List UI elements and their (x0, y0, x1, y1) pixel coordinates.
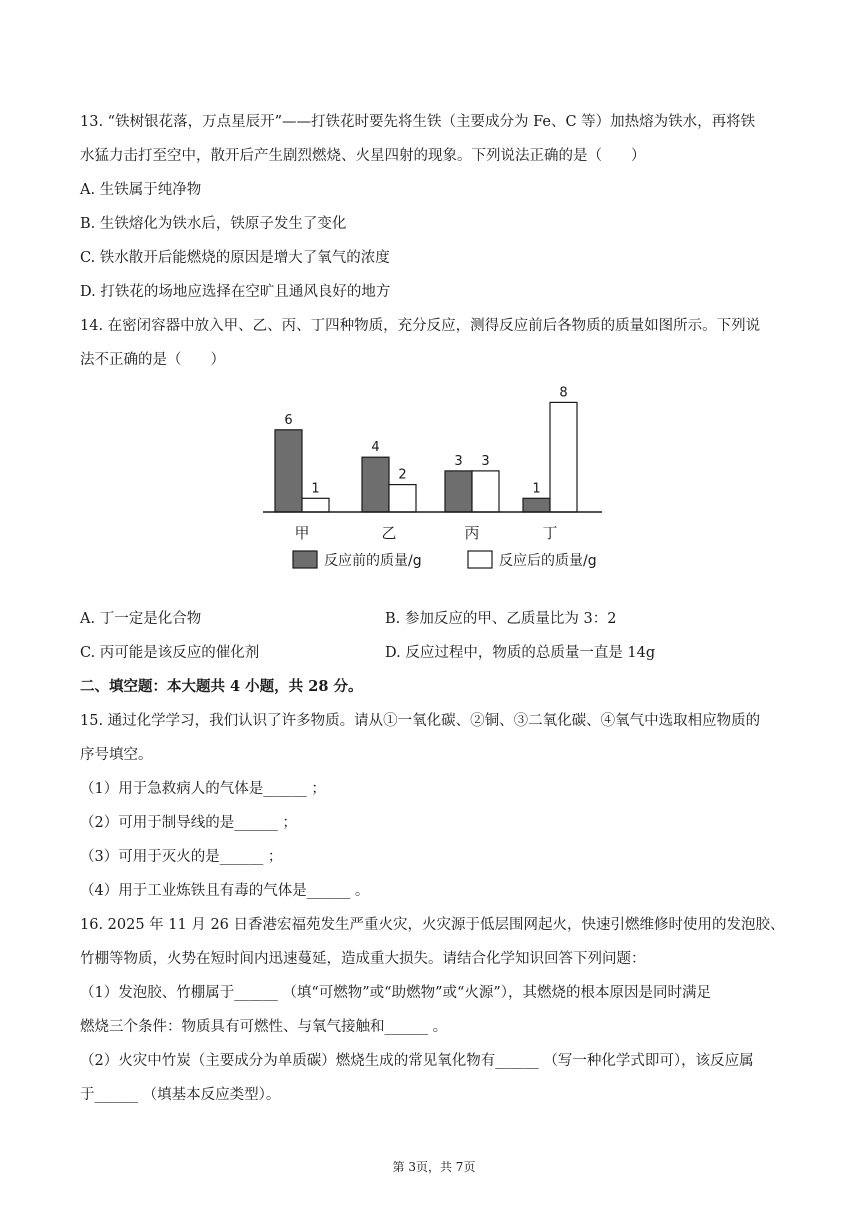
bar-value-label: 8 (559, 385, 568, 401)
legend-swatch-after (468, 551, 492, 568)
q15-item-1: （1）用于急救病人的气体是______ ； (80, 781, 326, 797)
bar-value-label: 3 (454, 453, 463, 469)
q15-stem-line1: 15. 通过化学学习，我们认识了许多物质。请从①一氧化碳、②铜、③二氧化碳、④氧气中选取相应物质的 (80, 713, 761, 729)
category-label: 丁 (542, 524, 558, 542)
bar-before-1 (275, 430, 302, 512)
q14-options-row1 (80, 609, 780, 629)
q13-option-c: C. 铁水散开后能燃烧的原因是增大了氧气的浓度 (80, 250, 390, 266)
bar-before-2 (362, 457, 389, 512)
legend-label-after: 反应后的质量/g (499, 553, 597, 569)
category-label: 丙 (464, 524, 480, 542)
q14-stem-line2: 法不正确的是（ ） (80, 352, 225, 368)
bar-value-label: 1 (311, 481, 320, 497)
mass-bar-chart (258, 375, 618, 580)
page-footer: 第 3页，共 7页 (392, 1160, 476, 1174)
legend-label-before: 反应前的质量/g (324, 553, 422, 569)
q15-item-2: （2）可用于制导线的是______ ； (80, 815, 297, 831)
q13-option-d: D. 打铁花的场地应选择在空旷且通风良好的地方 (80, 284, 391, 300)
section-heading: 二、填空题：本大题共 4 小题，共 28 分。 (80, 678, 363, 695)
q14-options-row2 (80, 643, 780, 663)
q15-stem-line2: 序号填空。 (80, 747, 153, 763)
bar-value-label: 4 (371, 440, 380, 456)
q14-stem-line1: 14. 在密闭容器中放入甲、乙、丙、丁四种物质，充分反应，测得反应前后各物质的质量如图所示。下列说 (80, 318, 761, 334)
q13-option-b: B. 生铁熔化为铁水后，铁原子发生了变化 (80, 216, 347, 232)
q14-option-d: D. 反应过程中，物质的总质量一直是 14g (385, 645, 656, 661)
q16-stem-line1: 16. 2025 年 11 月 26 日香港宏福苑发生严重火灾，火灾源于低层围网起火，快速引燃维修时使用的发泡胶、 (80, 917, 785, 933)
q16-part2-line2: 于______ （填基本反应类型）。 (80, 1087, 281, 1103)
bar-value-label: 1 (532, 481, 541, 497)
q14-option-b: B. 参加反应的甲、乙质量比为 3：2 (385, 611, 617, 627)
q13-stem-line2: 水猛力击打至空中，散开后产生剧烈燃烧、火星四射的现象。下列说法正确的是（ ） (80, 148, 646, 164)
bar-after-3 (472, 471, 499, 512)
q16-stem-line2: 竹棚等物质，火势在短时间内迅速蔓延，造成重大损失。请结合化学知识回答下列问题： (80, 951, 646, 967)
bar-after-4 (550, 402, 577, 512)
q16-part1-line2: 燃烧三个条件：物质具有可燃性、与氧气接触和______ 。 (80, 1019, 448, 1035)
q14-option-a: A. 丁一定是化合物 (80, 611, 202, 627)
category-label: 甲 (294, 524, 310, 542)
bar-value-label: 6 (284, 412, 293, 428)
bar-value-label: 3 (481, 453, 490, 469)
legend-swatch-before (293, 551, 317, 568)
bar-value-label: 2 (398, 467, 407, 483)
bar-before-4 (523, 498, 550, 512)
q14-option-c: C. 丙可能是该反应的催化剂 (80, 645, 260, 661)
q16-part2-line1: （2）火灾中竹炭（主要成分为单质碳）燃烧生成的常见氧化物有______ （写一种化学式即可），该反应属 (80, 1053, 754, 1069)
bar-before-3 (445, 471, 472, 512)
category-label: 乙 (381, 524, 397, 542)
bar-after-2 (389, 485, 416, 512)
q15-item-4: （4）用于工业炼铁且有毒的气体是______ 。 (80, 883, 370, 899)
q16-part1-line1: （1）发泡胶、竹棚属于______ （填“可燃物”或“助燃物”或“火源”），其燃烧的根本原因是同时满足 (80, 985, 712, 1001)
q15-item-3: （3）可用于灭火的是______ ； (80, 849, 283, 865)
bar-after-1 (302, 498, 329, 512)
q13-stem-line1: 13. “铁树银花落，万点星辰开”——打铁花时要先将生铁（主要成分为 Fe、C 等）加热熔为铁水，再将铁 (80, 114, 756, 130)
q13-option-a: A. 生铁属于纯净物 (80, 182, 202, 198)
